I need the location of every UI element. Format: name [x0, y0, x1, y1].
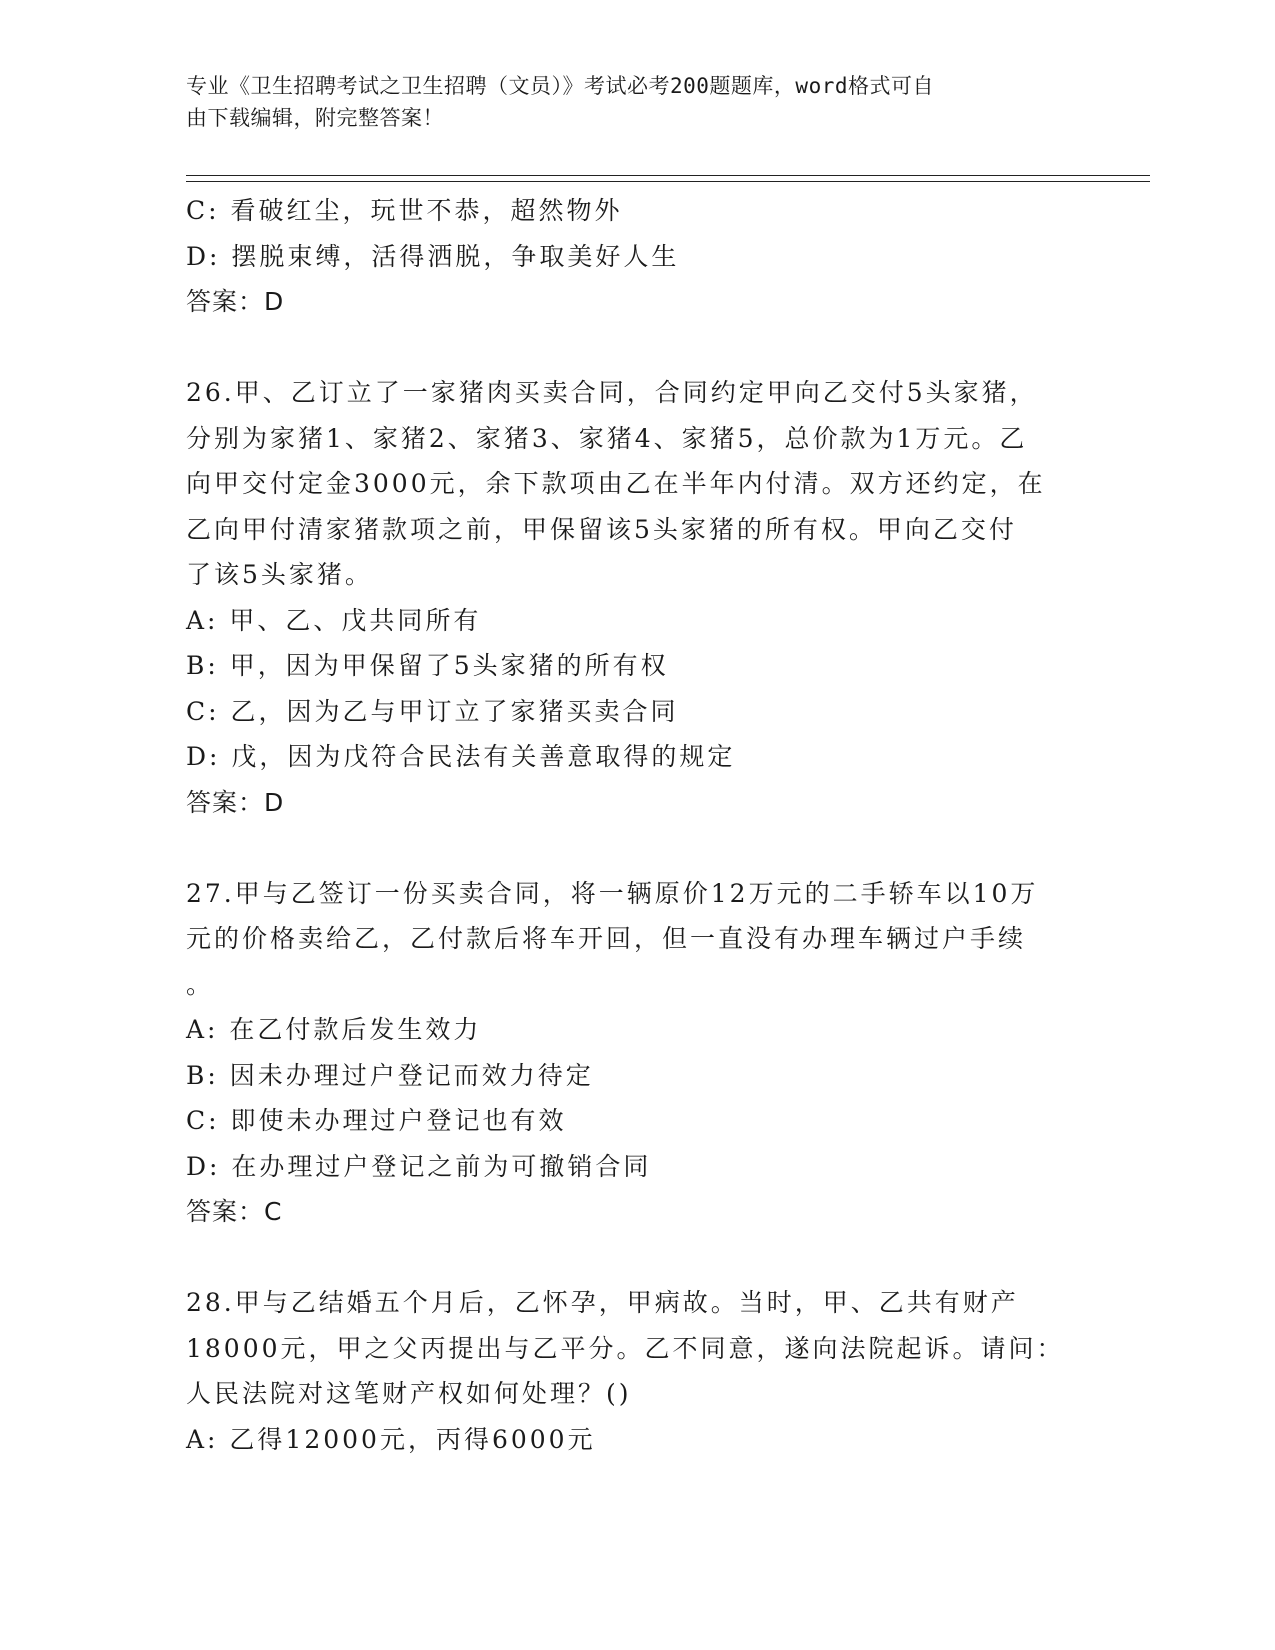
q26-option-c: C: 乙，因为乙与甲订立了家猪买卖合同 [186, 696, 679, 726]
q28-line-1: 28.甲与乙结婚五个月后，乙怀孕，甲病故。当时，甲、乙共有财产 [186, 1288, 1019, 1317]
header-rule-bottom [186, 181, 1150, 182]
q27-option-a: A: 在乙付款后发生效力 [186, 1015, 482, 1044]
spacer [186, 325, 1066, 371]
q27-line-2: 元的价格卖给乙，乙付款后将车开回，但一直没有办理车辆过户手续 [186, 924, 1027, 953]
q26-option-d: D: 戊，因为戊符合民法有关善意取得的规定 [186, 742, 736, 771]
q27-answer: 答案：C [186, 1197, 283, 1226]
q26-line-1: 26.甲、乙订立了一家猪肉买卖合同，合同约定甲向乙交付5头家猪， [186, 378, 1038, 407]
q28-line-2: 18000元，甲之父丙提出与乙平分。乙不同意，遂向法院起诉。请问： [186, 1333, 1065, 1363]
q27-option-b: B: 因未办理过户登记而效力待定 [186, 1060, 594, 1090]
q26-answer: 答案：D [186, 787, 285, 817]
prev-answer: 答案：D [186, 287, 285, 316]
q28-line-3: 人民法院对这笔财产权如何处理？() [186, 1379, 632, 1408]
spacer [186, 1235, 1066, 1281]
header-line-2: 由下载编辑，附完整答案！ [186, 106, 444, 130]
q26-line-4: 乙向甲付清家猪款项之前，甲保留该5头家猪的所有权。甲向乙交付 [186, 514, 1017, 544]
q27-line-1: 27.甲与乙签订一份买卖合同，将一辆原价12万元的二手轿车以10万 [186, 878, 1039, 908]
spacer [186, 825, 1066, 871]
q27-line-3: 。 [186, 969, 215, 999]
header-line-1: 专业《卫生招聘考试之卫生招聘（文员）》考试必考200题题库，word格式可自 [186, 74, 934, 98]
q27-option-d: D: 在办理过户登记之前为可撤销合同 [186, 1151, 652, 1181]
document-body [186, 188, 1066, 1462]
q27-option-c: C: 即使未办理过户登记也有效 [186, 1106, 567, 1135]
q26-option-b: B: 甲，因为甲保留了5头家猪的所有权 [186, 651, 669, 680]
q26-line-3: 向甲交付定金3000元，余下款项由乙在半年内付清。双方还约定，在 [186, 469, 1046, 498]
document-header [186, 70, 1066, 134]
q26-line-5: 了该5头家猪。 [186, 560, 373, 589]
q28-option-a: A: 乙得12000元，丙得6000元 [186, 1424, 596, 1454]
q26-line-2: 分别为家猪1、家猪2、家猪3、家猪4、家猪5，总价款为1万元。乙 [186, 423, 1028, 453]
header-rule-top [186, 175, 1150, 176]
prev-option-c: C: 看破红尘，玩世不恭，超然物外 [186, 196, 623, 225]
prev-option-d: D: 摆脱束缚，活得洒脱，争取美好人生 [186, 241, 680, 271]
q26-option-a: A: 甲、乙、戊共同所有 [186, 605, 482, 635]
